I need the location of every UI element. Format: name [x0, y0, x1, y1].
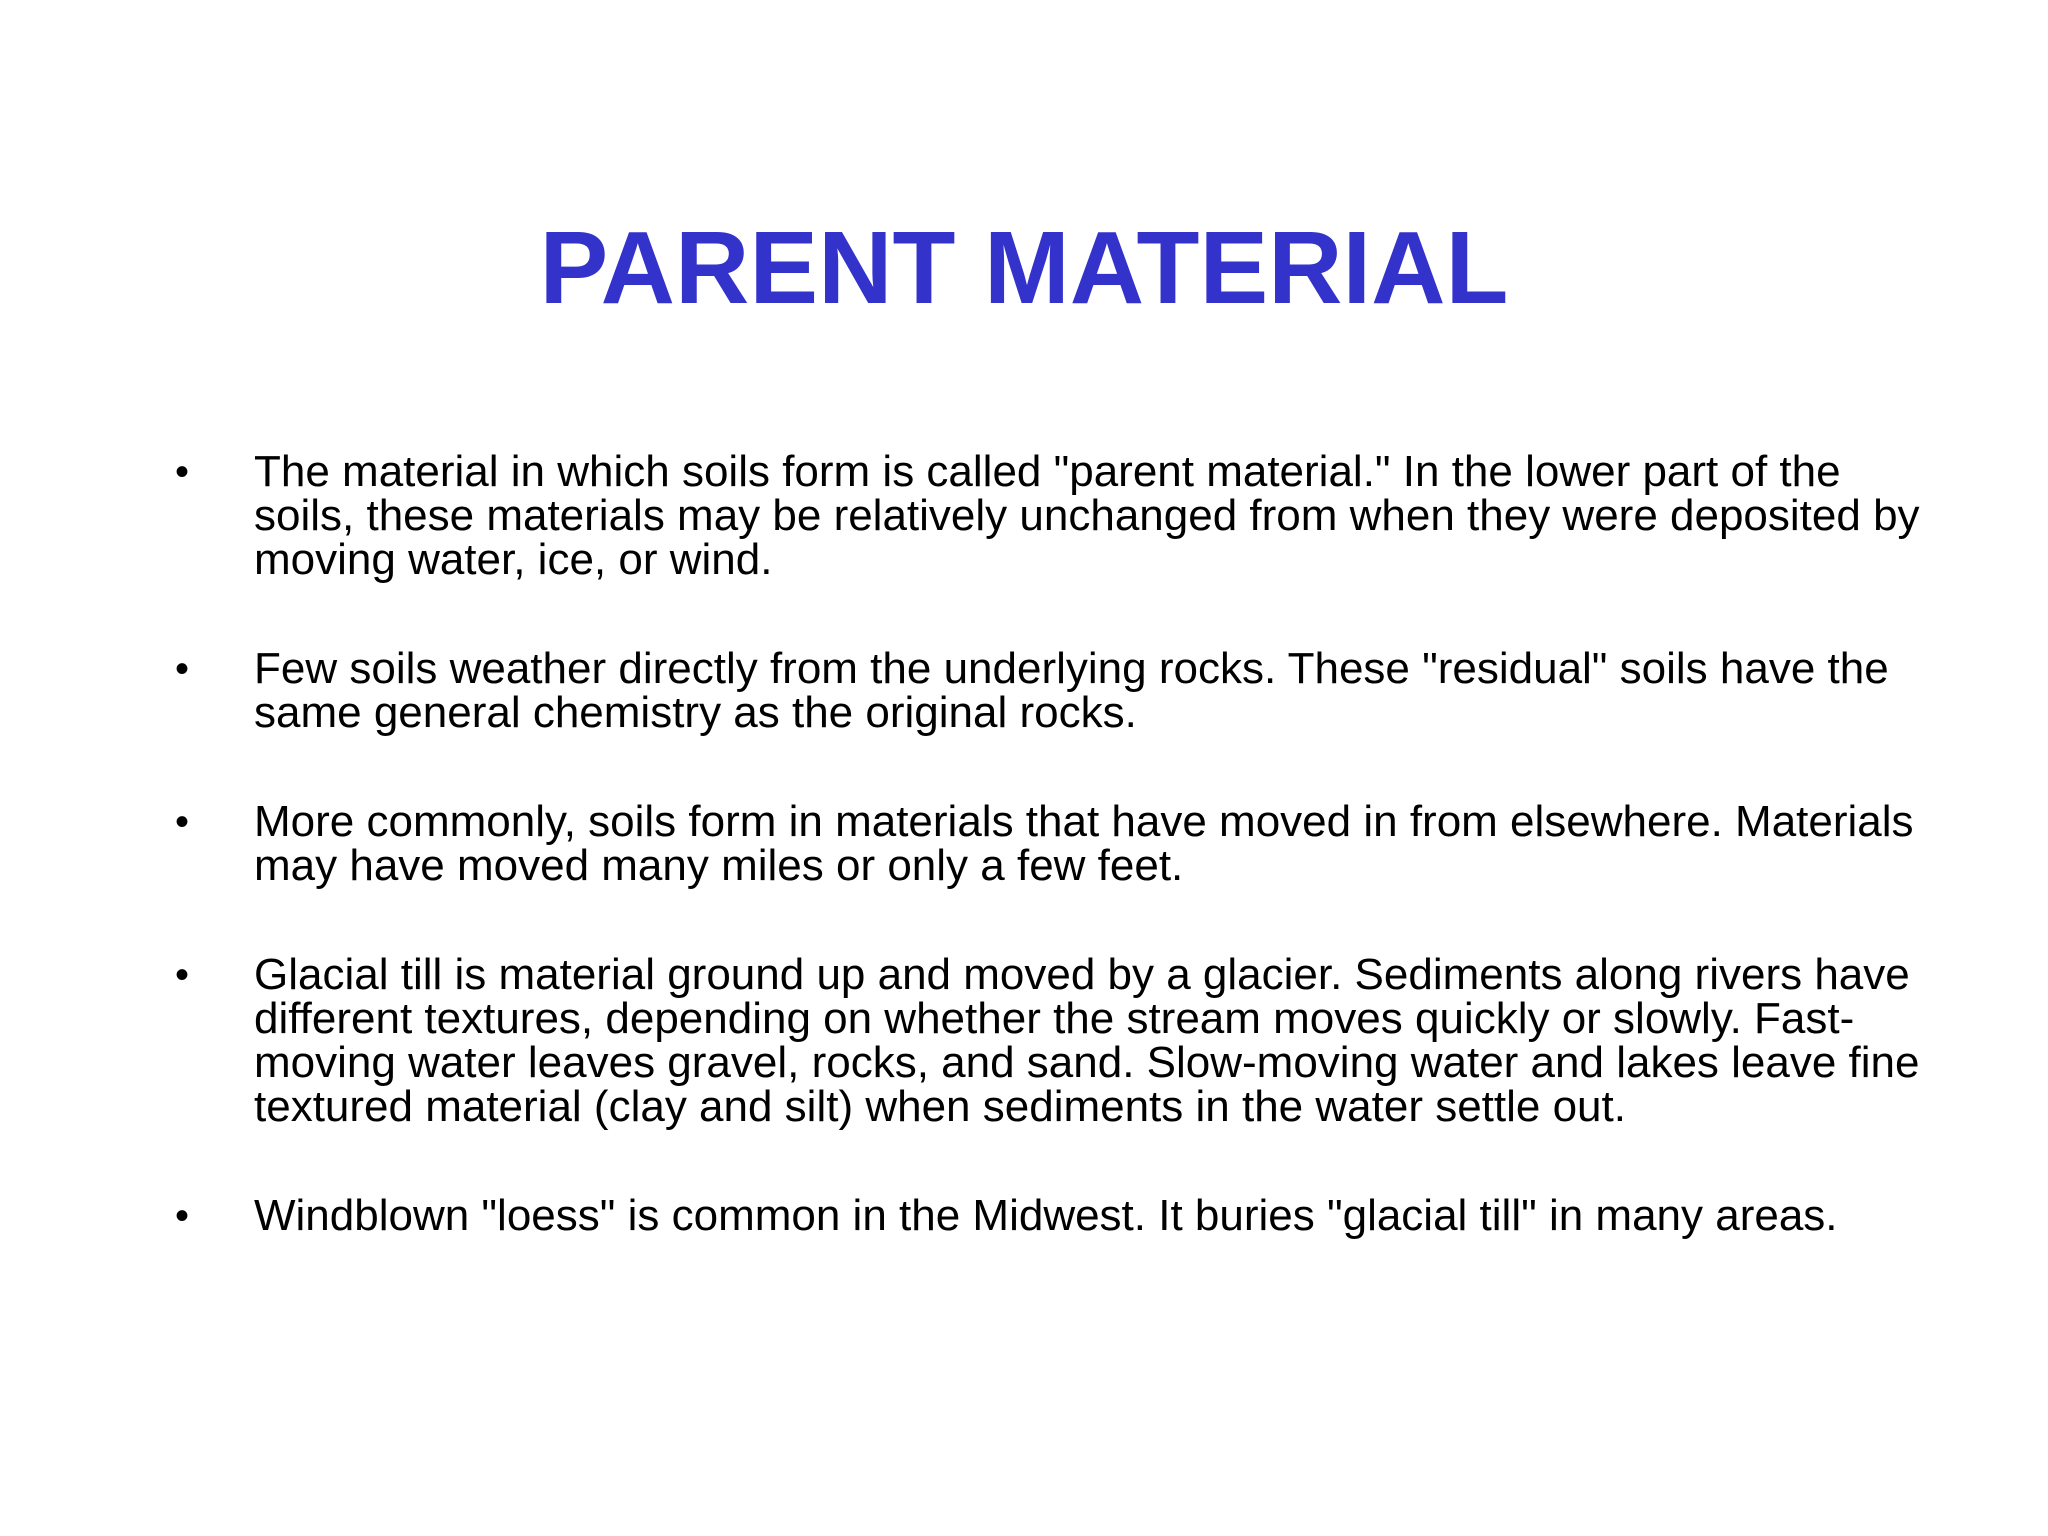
- bullet-text: More commonly, soils form in materials that have moved in from elsewhere. Materials may have moved many miles or only a few feet.: [254, 797, 1914, 890]
- bullet-text: The material in which soils form is called "parent material." In the lower part of the soils, these materials may be relatively unchanged from when they were deposited by moving water, ice, or wind.: [254, 447, 1920, 584]
- bullet-list: [170, 447, 1920, 1240]
- bullet-icon: •: [175, 1194, 190, 1238]
- bullet-text: Windblown "loess" is common in the Midwest. It buries "glacial till" in many areas.: [254, 1191, 1838, 1240]
- bullet-item: [170, 447, 1920, 584]
- bullet-item: [170, 950, 1920, 1131]
- bullet-item: [170, 1191, 1920, 1240]
- bullet-item: [170, 797, 1920, 890]
- bullet-item: [170, 644, 1920, 737]
- slide-title: PARENT MATERIAL: [539, 210, 1509, 325]
- bullet-icon: •: [175, 953, 190, 997]
- bullet-text: Glacial till is material ground up and moved by a glacier. Sediments along rivers have different textures, depending on whether the stream moves quickly or slowly. Fast-moving water leaves gravel, rocks, and sand. Slow-moving water and lakes leave fine textured material (clay and silt) when sediments in the water settle out.: [254, 950, 1920, 1131]
- bullet-icon: •: [175, 450, 190, 494]
- bullet-text: Few soils weather directly from the underlying rocks. These "residual" soils have the same general chemistry as the original rocks.: [254, 644, 1889, 737]
- bullet-icon: •: [175, 647, 190, 691]
- bullet-icon: •: [175, 800, 190, 844]
